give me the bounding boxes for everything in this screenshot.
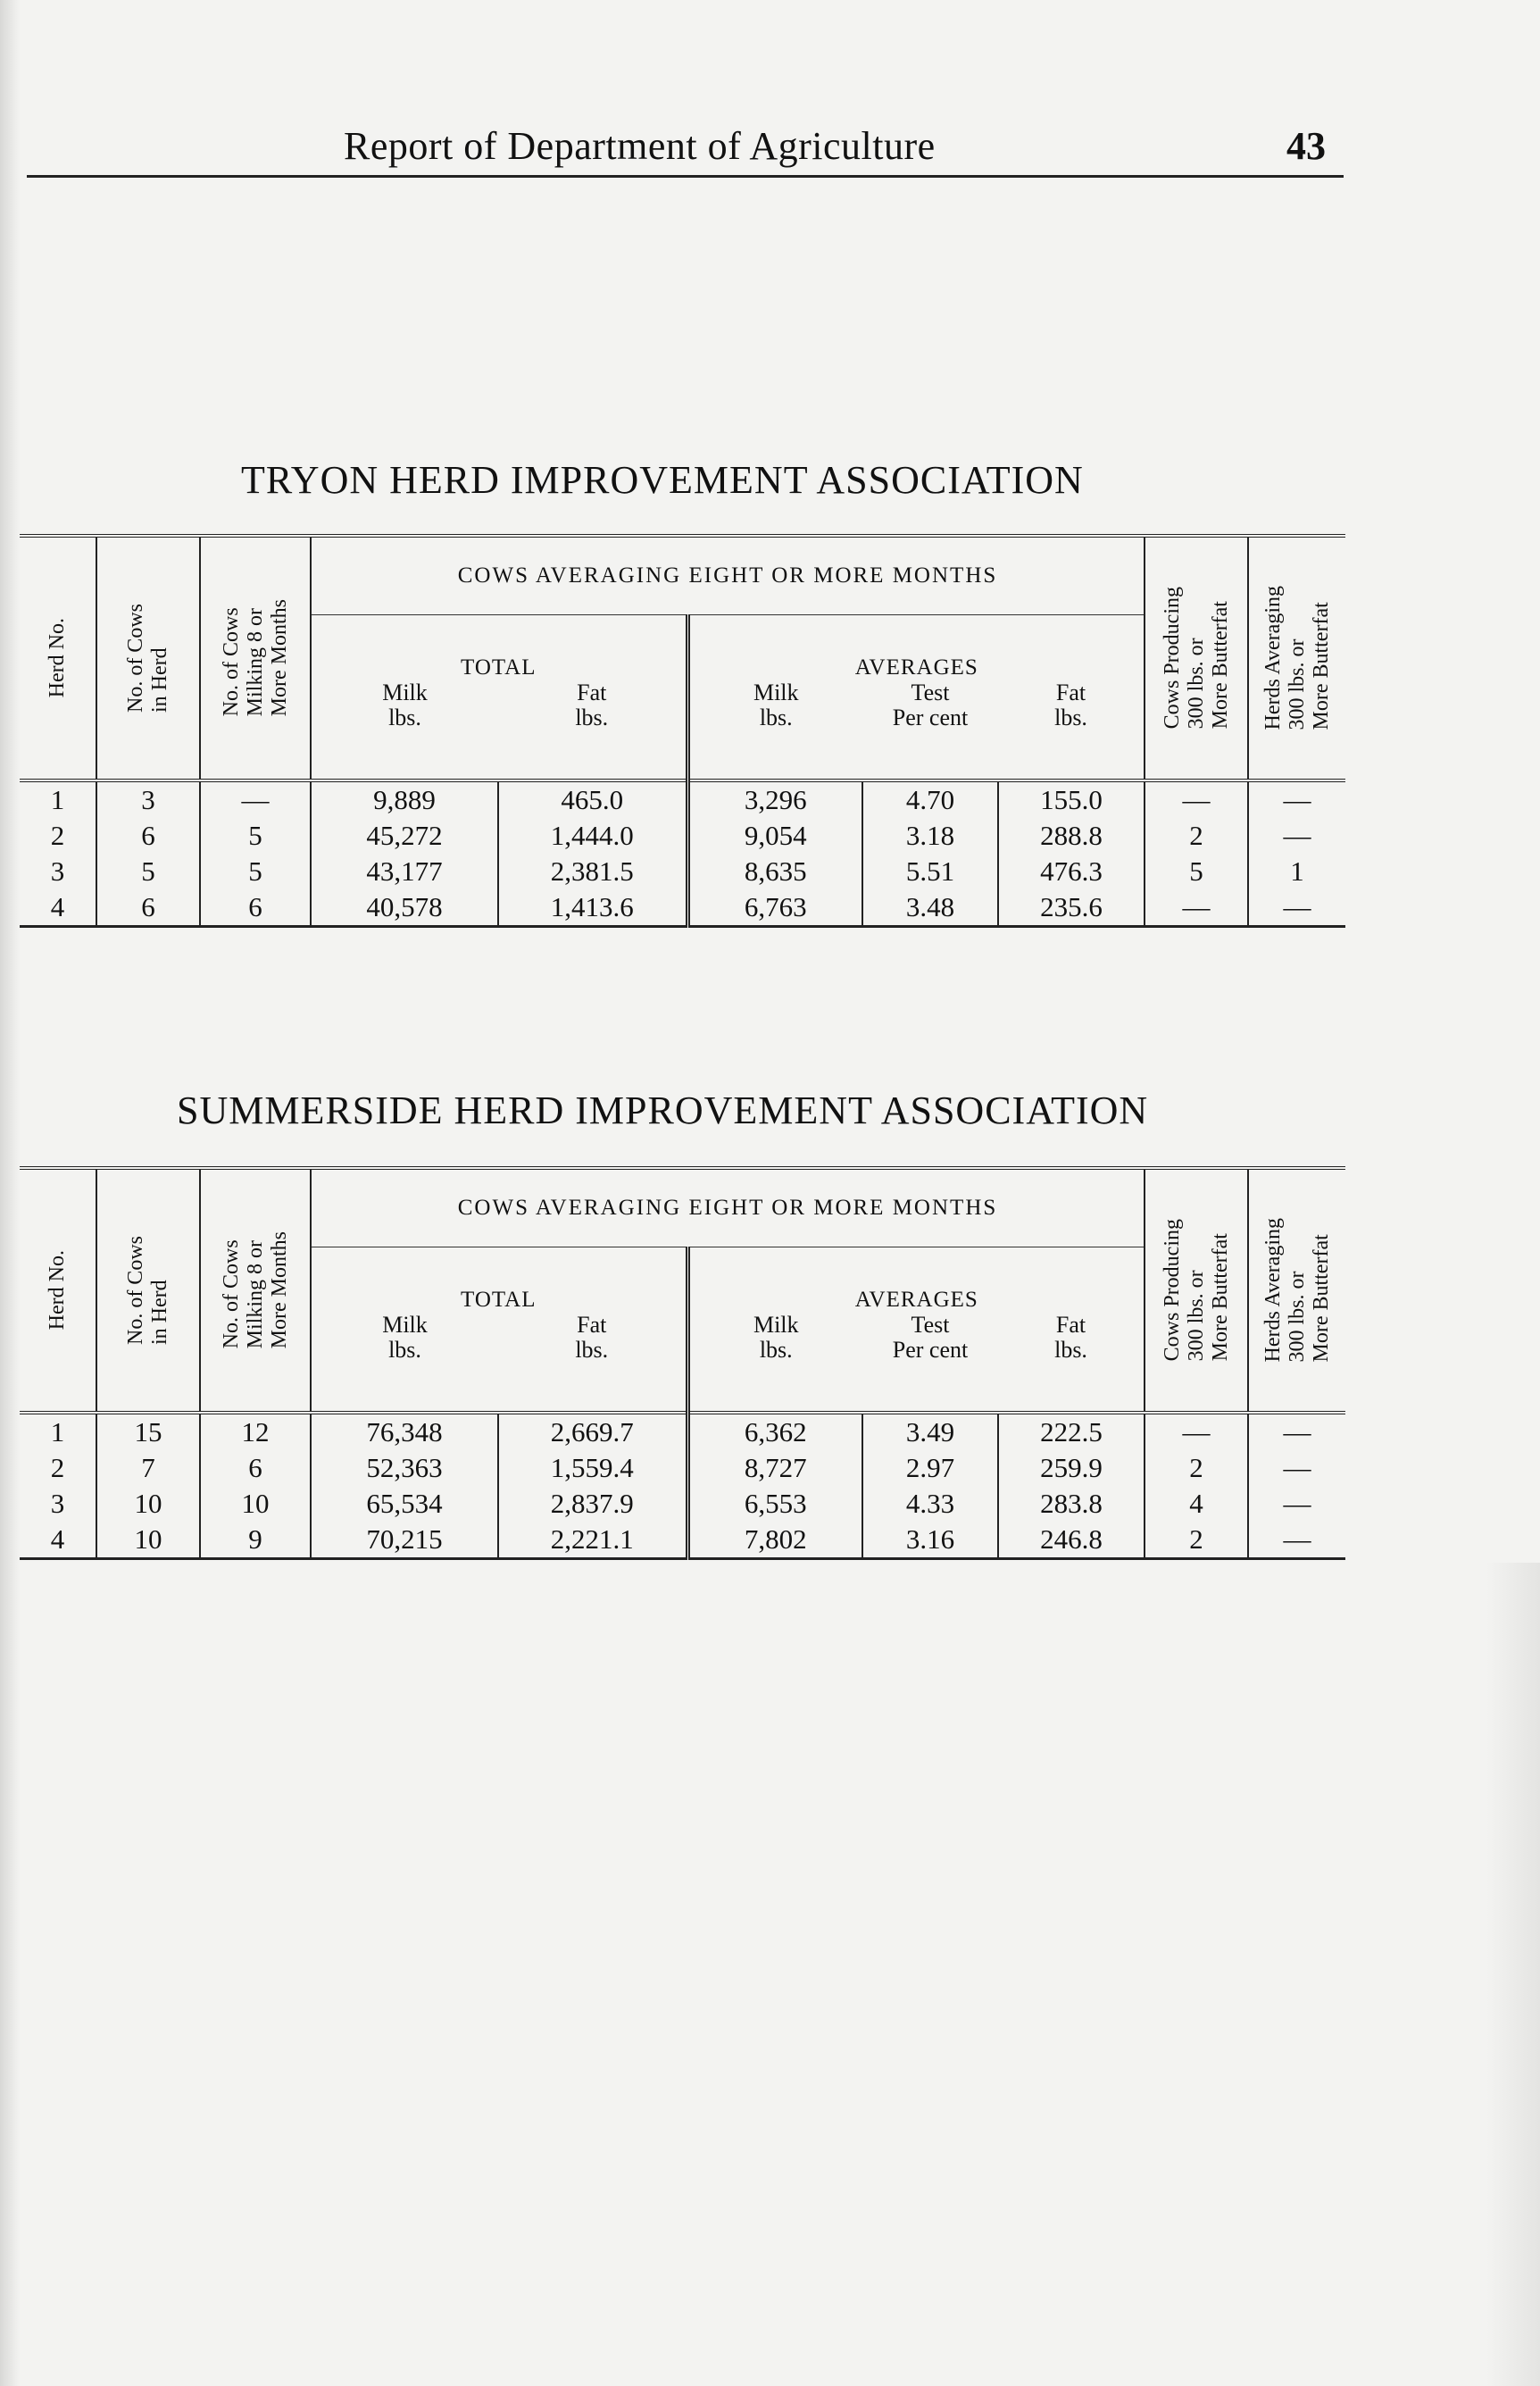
col-avg-fat: Fat lbs. <box>998 680 1145 780</box>
table-row: 2 6 5 45,272 1,444.0 9,054 3.18 288.8 2 — <box>20 818 1345 854</box>
col-cows-in-herd: No. of Cows in Herd <box>96 536 200 780</box>
summerside-table <box>20 1166 1345 1560</box>
col-avg-milk: Milk lbs. <box>687 1313 862 1413</box>
table-row: 1 15 12 76,348 2,669.7 6,362 3.49 222.5 — — <box>20 1413 1345 1450</box>
table-row: 1 3 — 9,889 465.0 3,296 4.70 155.0 — — <box>20 780 1345 818</box>
col-herds-averaging: Herds Averaging 300 lbs. or More Butterfat <box>1248 536 1345 780</box>
col-total-milk: Milk lbs. <box>311 1313 498 1413</box>
col-avg-test: Test Per cent <box>862 680 998 780</box>
col-cows-in-herd: No. of Cows in Herd <box>96 1168 200 1413</box>
page-header <box>27 123 1344 173</box>
col-total-fat: Fat lbs. <box>498 680 687 780</box>
col-cows-milking: No. of Cows Milking 8 or More Months <box>200 536 311 780</box>
col-averages: AVERAGES <box>687 1247 1145 1313</box>
col-avg-test: Test Per cent <box>862 1313 998 1413</box>
header-rule <box>27 175 1344 178</box>
col-herds-averaging: Herds Averaging 300 lbs. or More Butterfat <box>1248 1168 1345 1413</box>
table-row: 4 10 9 70,215 2,221.1 7,802 3.16 246.8 2 — <box>20 1522 1345 1559</box>
col-herd-no: Herd No. <box>20 536 96 780</box>
header-title: Report of Department of Agriculture <box>344 124 936 168</box>
page-number: 43 <box>1286 124 1326 168</box>
tryon-table-title: TRYON HERD IMPROVEMENT ASSOCIATION <box>241 458 1084 502</box>
table-row: 2 7 6 52,363 1,559.4 8,727 2.97 259.9 2 — <box>20 1450 1345 1486</box>
col-cows-averaging: COWS AVERAGING EIGHT OR MORE MONTHS <box>311 536 1145 614</box>
col-total: TOTAL <box>311 1247 687 1313</box>
col-cows-producing: Cows Producing 300 lbs. or More Butterfat <box>1145 536 1248 780</box>
col-averages: AVERAGES <box>687 614 1145 680</box>
col-total: TOTAL <box>311 614 687 680</box>
table-row: 4 6 6 40,578 1,413.6 6,763 3.48 235.6 — — <box>20 889 1345 927</box>
col-cows-milking: No. of Cows Milking 8 or More Months <box>200 1168 311 1413</box>
table-row: 3 10 10 65,534 2,837.9 6,553 4.33 283.8 4 — <box>20 1486 1345 1522</box>
col-cows-producing: Cows Producing 300 lbs. or More Butterfat <box>1145 1168 1248 1413</box>
col-total-fat: Fat lbs. <box>498 1313 687 1413</box>
table-row: 3 5 5 43,177 2,381.5 8,635 5.51 476.3 5 1 <box>20 854 1345 889</box>
page-edge-shadow-right <box>1486 1563 1540 2386</box>
col-total-milk: Milk lbs. <box>311 680 498 780</box>
col-avg-milk: Milk lbs. <box>687 680 862 780</box>
tryon-table <box>20 534 1345 928</box>
col-herd-no: Herd No. <box>20 1168 96 1413</box>
page-edge-shadow <box>0 0 20 2386</box>
col-avg-fat: Fat lbs. <box>998 1313 1145 1413</box>
summerside-table-title: SUMMERSIDE HERD IMPROVEMENT ASSOCIATION <box>177 1089 1149 1132</box>
col-cows-averaging: COWS AVERAGING EIGHT OR MORE MONTHS <box>311 1168 1145 1247</box>
